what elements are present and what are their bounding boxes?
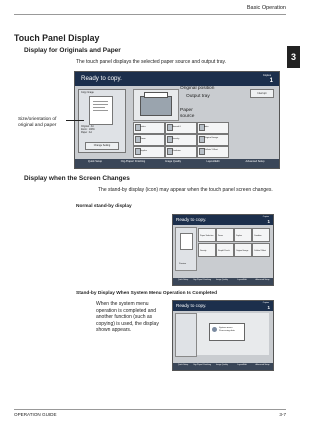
text-line <box>93 101 108 102</box>
setting-card-label: Original Image <box>204 137 219 139</box>
dialog-line: System menu <box>219 327 233 329</box>
header-rule <box>14 14 286 15</box>
interrupt-button[interactable]: Interrupt <box>250 89 274 98</box>
tab-org-paper[interactable]: Org./Paper/ Finishing <box>193 279 211 281</box>
caption-system-menu-standby: Stand-by Display When System Menu Operation Is Completed <box>76 291 217 296</box>
tab-quick-setup[interactable]: Quick Setup <box>177 364 189 366</box>
setting-card-label: Collate/ Offset <box>204 149 218 151</box>
info-line: Paper : A4 <box>81 132 92 135</box>
system-menu-icon <box>212 327 217 332</box>
tab-quick-setup[interactable]: Quick Setup <box>87 160 103 163</box>
mode-button-label: Zoom <box>218 235 223 237</box>
tab-advanced-setup[interactable]: Advanced Setup <box>255 279 270 281</box>
mode-button-label: Combine <box>254 235 262 237</box>
mode-button[interactable] <box>216 243 234 257</box>
dialog-line: Processing data <box>219 330 235 332</box>
mode-button[interactable] <box>234 243 252 257</box>
mode-button[interactable] <box>252 228 270 242</box>
tab-org-paper[interactable]: Org./Paper/ Finishing <box>120 160 146 163</box>
copies-label: Copies <box>262 216 269 218</box>
setting-card[interactable] <box>165 146 197 158</box>
bottom-tab-bar <box>173 363 273 370</box>
section-heading-originals: Display for Originals and Paper <box>24 47 121 54</box>
setting-card[interactable] <box>165 122 197 134</box>
tab-image-quality[interactable]: Image Quality <box>216 279 228 281</box>
tab-image-quality[interactable]: Image Quality <box>164 160 181 163</box>
setting-card[interactable] <box>133 146 165 158</box>
bottom-tab-bar <box>173 278 273 285</box>
screen-title: Ready to copy. <box>176 217 207 222</box>
machine-graphic <box>133 89 179 121</box>
tab-org-paper[interactable]: Org./Paper/ Finishing <box>193 364 211 366</box>
bottom-tab-bar <box>75 159 279 168</box>
setting-card-label: Density <box>172 138 180 140</box>
chapter-tab: 3 <box>287 46 300 68</box>
info-line: Original : A4 <box>81 126 94 128</box>
annotation-paper-source: Paper source <box>180 108 195 119</box>
copy-screen-system-menu <box>172 300 274 371</box>
preview-panel <box>175 227 197 271</box>
setting-card[interactable] <box>133 122 165 134</box>
mode-button[interactable] <box>198 228 216 242</box>
setting-card[interactable] <box>197 146 229 158</box>
copy-image-label: Copy Image <box>81 91 94 94</box>
annotation-output-tray: Output tray <box>186 94 210 99</box>
tab-quick-setup[interactable]: Quick Setup <box>177 279 189 281</box>
paper-preview <box>89 96 113 125</box>
setting-card-label: Zoom <box>140 138 146 140</box>
page-number: 3-7 <box>279 412 286 417</box>
copy-screen-standby <box>172 214 274 286</box>
info-line: Zoom : 100% <box>81 129 95 132</box>
footer-guide-title: OPERATION GUIDE <box>14 412 57 417</box>
mode-button-label: Duplex <box>236 235 242 237</box>
mode-button[interactable] <box>252 243 270 257</box>
text-line <box>93 104 108 105</box>
mode-button[interactable] <box>234 228 252 242</box>
printer-icon <box>140 96 172 116</box>
annotation-original-position: Original position <box>180 86 215 91</box>
setting-card[interactable] <box>197 134 229 146</box>
text-line <box>93 107 105 108</box>
section-heading-screen-changes: Display when the Screen Changes <box>24 175 130 182</box>
copy-image-panel <box>78 89 126 153</box>
setting-card-label: Auto <box>204 126 209 128</box>
mode-button-label: Collate/ Offset <box>254 250 266 252</box>
mode-button-label: Original Image <box>236 250 249 252</box>
text-line <box>93 110 108 111</box>
setting-card-label: Letter <box>140 126 146 128</box>
setting-card[interactable] <box>133 134 165 146</box>
tab-layout-edit[interactable]: Layout/Edit <box>237 279 247 281</box>
info-lines <box>81 126 95 136</box>
copies-label: Copies <box>262 74 271 77</box>
setting-card[interactable] <box>165 134 197 146</box>
mode-button[interactable] <box>198 243 216 257</box>
section-text-originals: The touch panel displays the selected paper source and output tray. <box>76 59 227 65</box>
mode-button-label: Paper Selection <box>200 235 214 237</box>
dialog-text <box>219 327 235 333</box>
mode-button-label: Density <box>200 250 207 252</box>
mode-button[interactable] <box>216 228 234 242</box>
setting-card-label: Normal 0 <box>172 126 181 128</box>
tab-layout-edit[interactable]: Layout/Edit <box>237 364 247 366</box>
copy-screen-originals <box>74 71 280 169</box>
setting-card-label: Duplex <box>140 150 147 152</box>
caption-normal-standby: Normal stand-by display <box>76 204 132 209</box>
section-text-screen-changes: The stand-by display (icon) may appear when the touch panel screen changes. <box>98 187 273 193</box>
running-header: Basic Operation <box>246 5 286 11</box>
paper-preview <box>180 233 193 250</box>
screen-title: Ready to copy. <box>176 303 207 308</box>
tab-advanced-setup[interactable]: Advanced Setup <box>245 160 265 163</box>
change-setting-button[interactable]: Change Setting <box>85 142 119 150</box>
copies-value: 1 <box>267 305 270 310</box>
tab-layout-edit[interactable]: Layout/Edit <box>206 160 220 163</box>
page-title: Touch Panel Display <box>14 33 100 43</box>
setting-card[interactable] <box>197 122 229 134</box>
footer-rule <box>14 409 286 410</box>
copies-value: 1 <box>267 219 270 224</box>
screen-title: Ready to copy. <box>81 75 122 82</box>
preview-panel <box>175 313 197 357</box>
mode-button-label: Staple/ Punch <box>218 250 230 252</box>
annotation-size-orientation: Size/orientation of original and paper <box>18 117 57 128</box>
section-text-system-menu: When the system menu operation is completed and another function (such as copying) is used, the display shown appears. <box>96 301 159 334</box>
copies-label: Copies <box>262 302 269 304</box>
processing-dialog <box>209 323 245 341</box>
output-tray-icon <box>144 92 168 98</box>
preview-label: Preview <box>179 263 187 265</box>
copies-value: 1 <box>269 78 273 84</box>
setting-card-label: Combine <box>172 150 181 152</box>
tab-image-quality[interactable]: Image Quality <box>216 364 228 366</box>
tab-advanced-setup[interactable]: Advanced Setup <box>255 364 270 366</box>
